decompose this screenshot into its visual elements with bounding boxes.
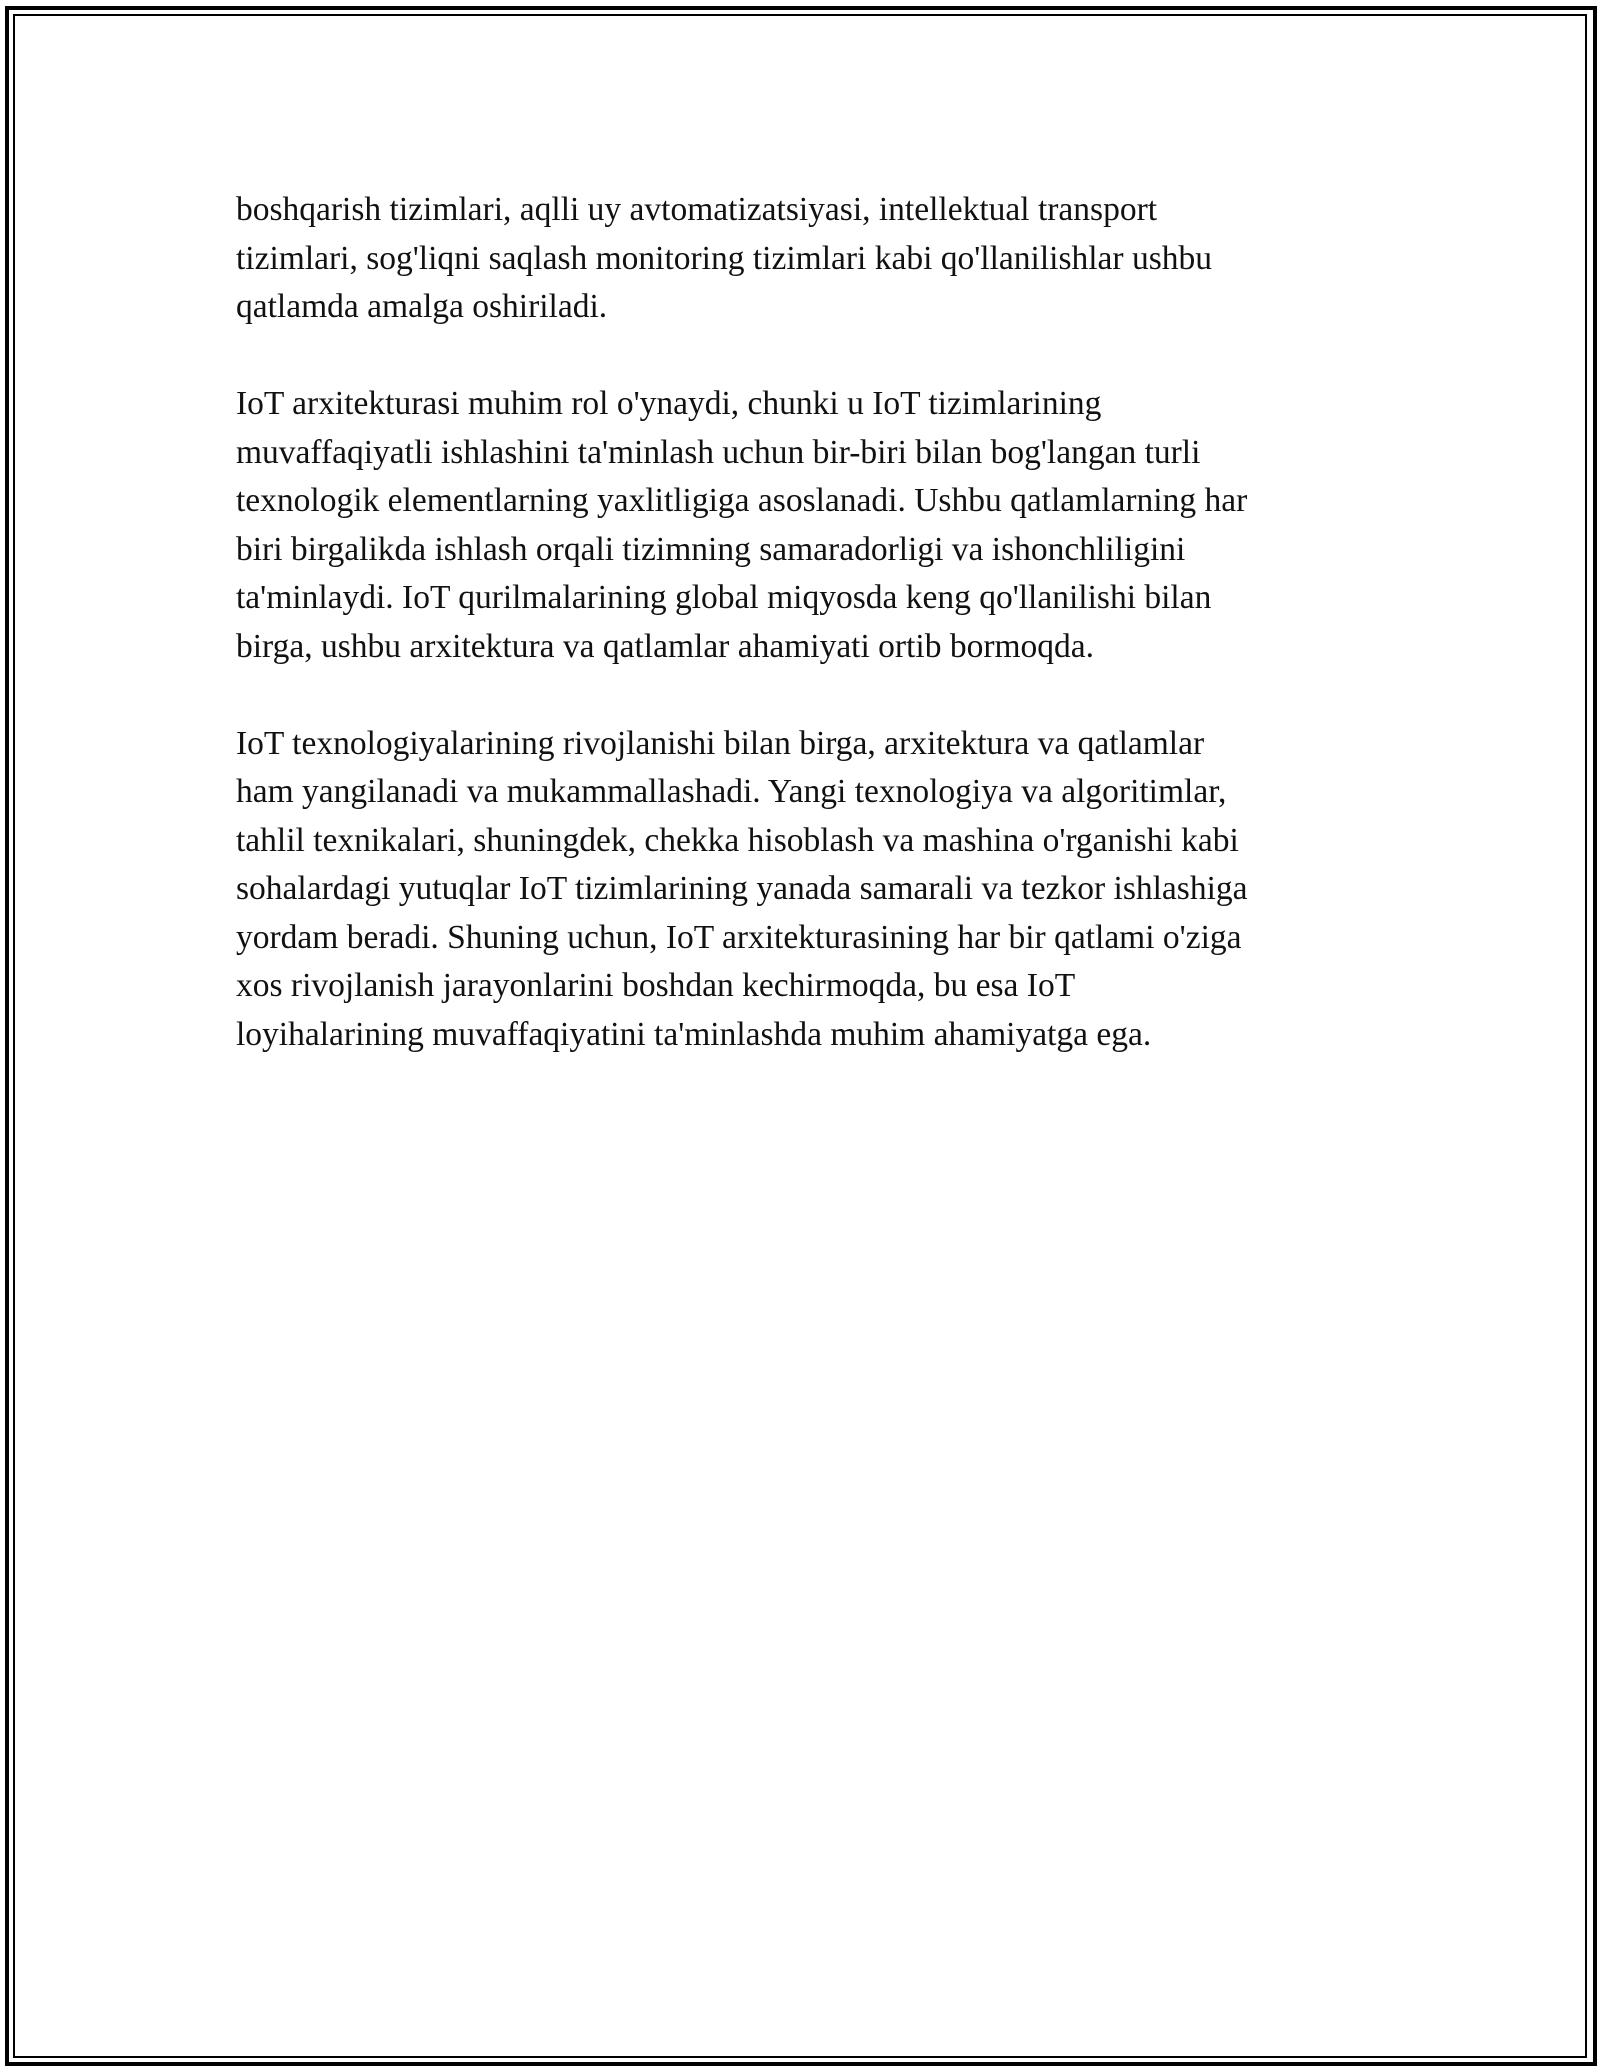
paragraph-3: IoT texnologiyalarining rivojlanishi bilan birga, arxitektura va qatlamlar ham yangilanadi va mukammallashadi. Yangi texnologiya va algoritimlar, tahlil texnikalari, shuningdek, chekka hisoblash va mashina o'rganishi kabi sohalardagi yutuqlar IoT tizimlarining yanada samarali va tezkor ishlashiga yordam beradi. Shuning uchun, IoT arxitekturasining har bir qatlami o'ziga xos rivojlanish jarayonlarini boshdan kechirmoqda, bu esa IoT loyihalarining muvaffaqiyatini ta'minlashda muhim ahamiyatga ega. — [236, 724, 1248, 1053]
paragraph-2: IoT arxitekturasi muhim rol o'ynaydi, chunki u IoT tizimlarining muvaffaqiyatli ishlashini ta'minlash uchun bir-biri bilan bog'langan turli texnologik elementlarning yaxlitligiga asoslanadi. Ushbu qatlamlarning har biri birgalikda ishlash orqali tizimning samaradorligi va ishonchliligini ta'minlaydi. IoT qurilmalarining global miqyosda keng qo'llanilishi bilan birga, ushbu arxitektura va qatlamlar ahamiyati ortib bormoqda. — [236, 385, 1248, 665]
document-body — [236, 186, 1366, 1059]
paragraph-1: boshqarish tizimlari, aqlli uy avtomatizatsiyasi, intellektual transport tizimlari, sog'liqni saqlash monitoring tizimlari kabi qo'llanilishlar ushbu qatlamda amalga oshiriladi. — [236, 191, 1212, 325]
